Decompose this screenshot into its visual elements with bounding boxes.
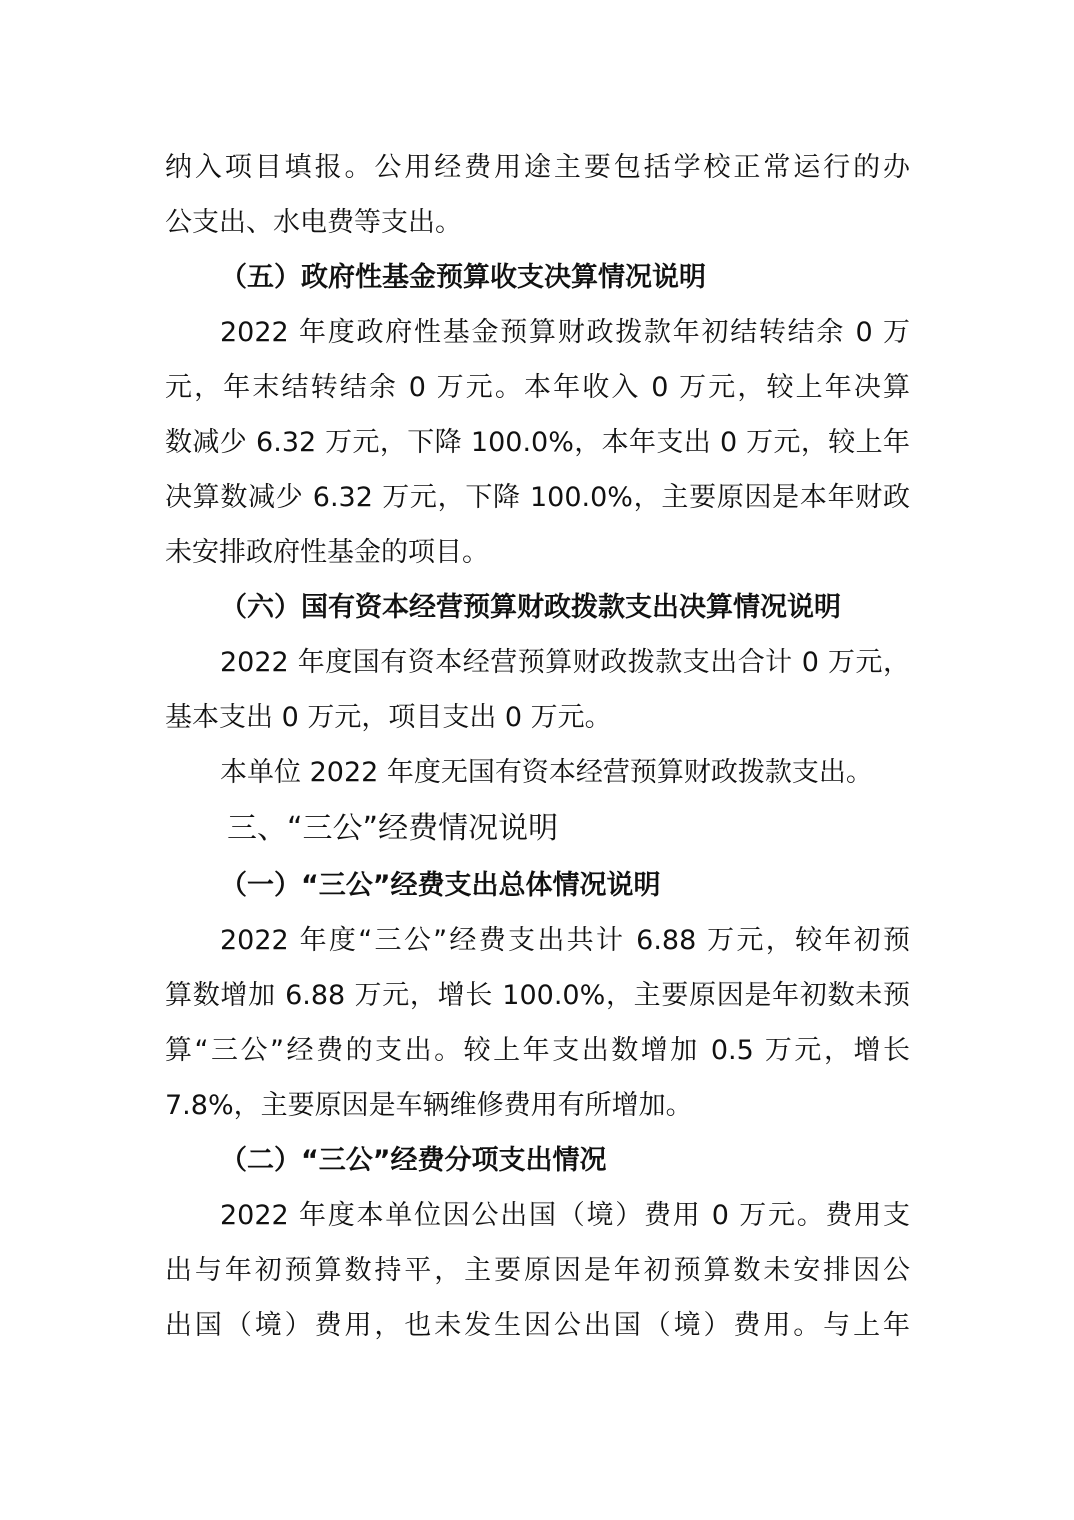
paragraph-line: 数减少 6.32 万元，下降 100.0%，本年支出 0 万元，较上年 [165,427,910,458]
paragraph-line: 决算数减少 6.32 万元，下降 100.0%，主要原因是本年财政 [165,482,910,513]
paragraph-line: 未安排政府性基金的项目。 [165,537,489,568]
paragraph-line: 2022 年度本单位因公出国（境）费用 0 万元。费用支 [220,1200,910,1231]
subheading-government-fund: （五）政府性基金预算收支决算情况说明 [220,262,706,293]
paragraph-three-public-overall [165,913,910,1133]
paragraph-line: 2022 年度政府性基金预算财政拨款年初结转结余 0 万 [220,317,910,348]
paragraph-line: 本单位 2022 年度无国有资本经营预算财政拨款支出。 [220,757,873,788]
paragraph-line: 公支出、水电费等支出。 [165,207,462,238]
paragraph-line: 出国（境）费用，也未发生因公出国（境）费用。与上年 [165,1310,910,1341]
paragraph-line: 出与年初预算数持平，主要原因是年初预算数未安排因公 [165,1255,910,1286]
paragraph-line: 算数增加 6.88 万元，增长 100.0%，主要原因是年初数未预 [165,980,910,1011]
paragraph-public-funds-usage [165,140,910,250]
paragraph-line: 2022 年度国有资本经营预算财政拨款支出合计 0 万元， [220,647,910,678]
paragraph-line: 算“三公”经费的支出。较上年支出数增加 0.5 万元，增长 [165,1035,910,1066]
paragraph-line: 2022 年度“三公”经费支出共计 6.88 万元，较年初预 [220,925,910,956]
subheading-three-public-items: （二）“三公”经费分项支出情况 [220,1145,607,1176]
paragraph-line: 纳入项目填报。公用经费用途主要包括学校正常运行的办 [165,152,910,183]
paragraph-no-state-capital [165,745,910,800]
subheading-three-public-overall: （一）“三公”经费支出总体情况说明 [220,870,661,901]
paragraph-line: 7.8%，主要原因是车辆维修费用有所增加。 [165,1090,693,1121]
paragraph-line: 基本支出 0 万元，项目支出 0 万元。 [165,702,612,733]
paragraph-line: 元，年末结转结余 0 万元。本年收入 0 万元，较上年决算 [165,372,910,403]
section-heading-three-public: 三、“三公”经费情况说明 [227,811,559,846]
paragraph-state-capital [165,635,910,745]
paragraph-three-public-items [165,1188,910,1353]
subheading-state-capital: （六）国有资本经营预算财政拨款支出决算情况说明 [220,592,841,623]
paragraph-government-fund [165,305,910,580]
document-body [165,140,910,1353]
